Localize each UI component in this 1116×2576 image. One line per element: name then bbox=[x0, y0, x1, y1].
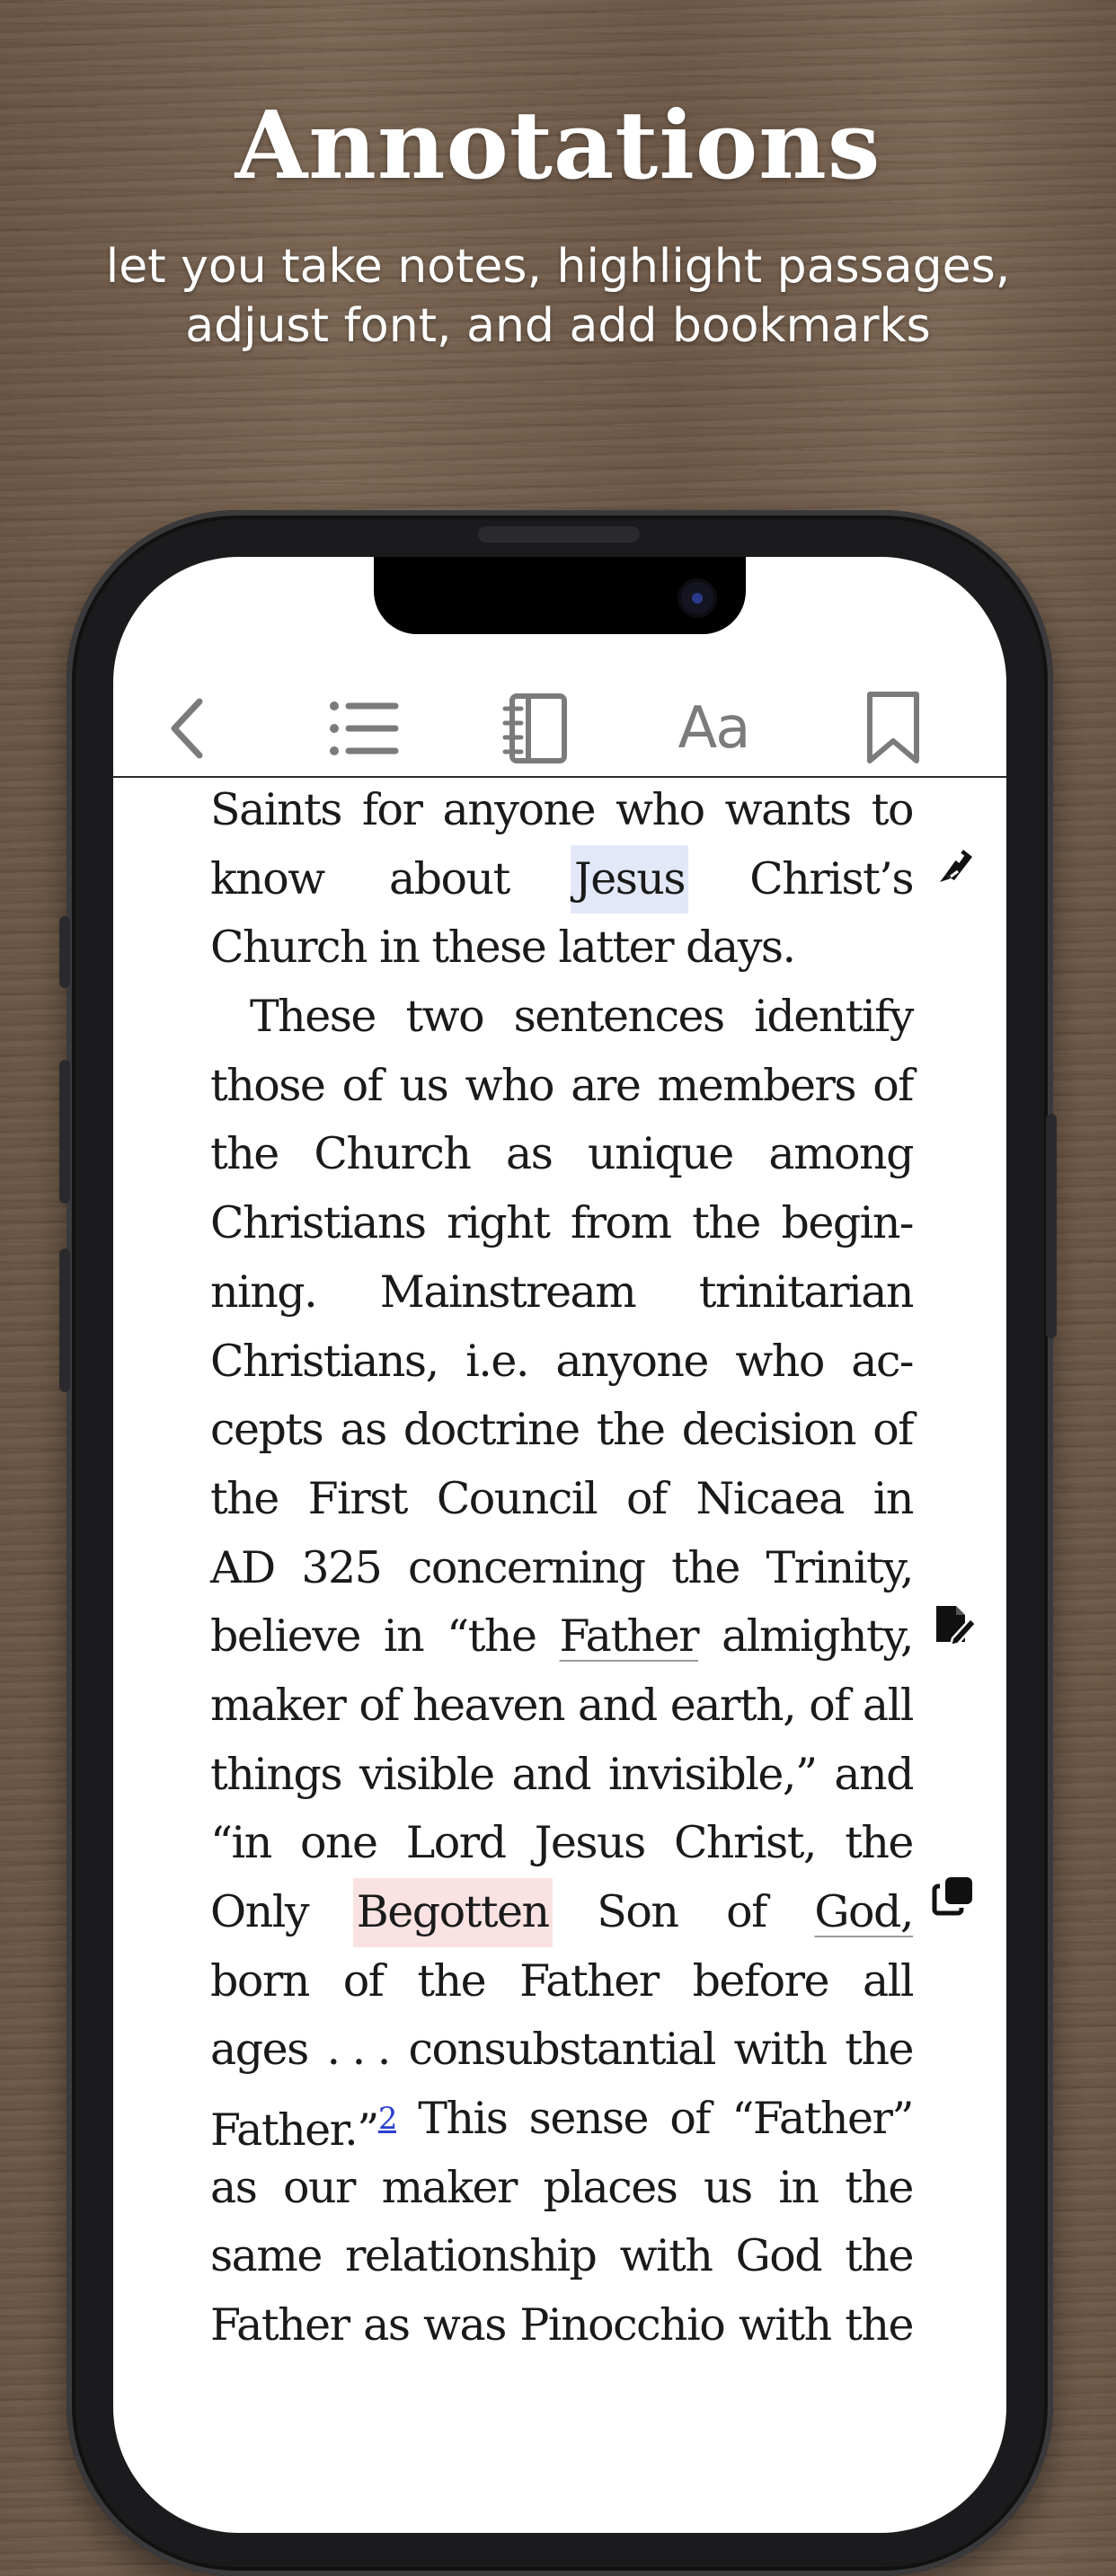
footnote-link[interactable]: 2 bbox=[377, 2101, 396, 2138]
reader-word: all bbox=[862, 1679, 913, 1731]
reader-word: to bbox=[871, 784, 913, 835]
reader-line[interactable] bbox=[210, 1052, 913, 1121]
reader-word: of bbox=[359, 1679, 399, 1731]
reader-word: concerning bbox=[407, 1541, 645, 1593]
reader-word: who bbox=[735, 1335, 824, 1387]
phone-side-button bbox=[59, 916, 70, 988]
reader-line[interactable] bbox=[210, 1534, 913, 1603]
underlined-word[interactable]: God, bbox=[814, 1886, 913, 1937]
reader-line[interactable] bbox=[210, 1672, 913, 1741]
reader-word: the bbox=[417, 1954, 486, 2007]
reader-line[interactable] bbox=[210, 1258, 913, 1328]
reader-word: with bbox=[733, 2024, 827, 2076]
reader-line[interactable] bbox=[210, 2291, 913, 2360]
copy-icon[interactable] bbox=[931, 1874, 976, 1919]
reader-word: . . . bbox=[326, 2024, 390, 2076]
reader-word: This bbox=[418, 2093, 508, 2145]
reader-word: Council bbox=[436, 1472, 598, 1524]
reader-line[interactable] bbox=[210, 1602, 913, 1672]
reader-word: those bbox=[210, 1059, 325, 1111]
chevron-left-icon bbox=[162, 693, 216, 764]
reader-word: from bbox=[570, 1197, 671, 1249]
bookmark-icon bbox=[864, 691, 922, 766]
bookmark-button[interactable] bbox=[848, 688, 938, 769]
reader-word: of bbox=[872, 1059, 913, 1111]
reader-word: Only bbox=[210, 1886, 309, 1937]
reader-word: believe bbox=[210, 1610, 360, 1663]
reader-word: the bbox=[210, 1472, 279, 1524]
reader-word: “in bbox=[210, 1817, 271, 1869]
table-of-contents-button[interactable] bbox=[318, 688, 408, 769]
back-button[interactable] bbox=[144, 688, 234, 769]
reader-word: relationship bbox=[344, 2230, 597, 2282]
reader-word: trinitarian bbox=[698, 1266, 913, 1318]
phone-speaker bbox=[478, 526, 640, 543]
reader-word: “Father” bbox=[731, 2093, 913, 2145]
reader-word: who bbox=[616, 784, 704, 835]
reader-line[interactable] bbox=[210, 1947, 913, 2016]
reader-word: 325 bbox=[301, 1541, 382, 1593]
reader-word: almighty, bbox=[722, 1610, 913, 1663]
reader-word: God bbox=[735, 2230, 822, 2282]
reader-word: visible bbox=[359, 1748, 494, 1800]
reader-word: Christ’s bbox=[749, 852, 913, 904]
reader-word: the bbox=[845, 1817, 913, 1869]
reader-word: two bbox=[405, 991, 484, 1043]
reader-word: ac- bbox=[851, 1335, 913, 1387]
reader-word: one bbox=[299, 1817, 377, 1869]
reader-word: in bbox=[872, 1472, 913, 1524]
phone-power-button bbox=[1046, 1114, 1057, 1338]
reader-word-text: Father.” bbox=[210, 2104, 378, 2157]
reader-word: and bbox=[578, 1679, 657, 1731]
reader-word: who bbox=[465, 1059, 554, 1111]
reader-word: doctrine bbox=[403, 1404, 580, 1456]
reader-text bbox=[210, 776, 913, 2360]
reader-line[interactable] bbox=[210, 2222, 913, 2291]
headline-subtitle bbox=[0, 237, 1116, 356]
reader-word: Pinocchio bbox=[519, 2299, 725, 2351]
reader-word: the bbox=[845, 2161, 913, 2213]
reader-word: born bbox=[210, 1954, 309, 2007]
subtitle-line-1: let you take notes, highlight passages, bbox=[105, 240, 1011, 294]
reader-word: about bbox=[388, 852, 509, 904]
reader-word: the bbox=[692, 1197, 760, 1249]
reader-word: in bbox=[383, 1610, 424, 1663]
reader-word: anyone bbox=[555, 1335, 708, 1387]
reader-word: the bbox=[845, 2230, 913, 2282]
reader-word: as bbox=[210, 2161, 257, 2213]
reader-line[interactable] bbox=[210, 1741, 913, 1810]
reader-word: of bbox=[872, 1404, 913, 1456]
reader-word: are bbox=[571, 1059, 641, 1111]
phone-volume-up-button bbox=[59, 1060, 70, 1204]
highlighted-word[interactable]: Begotten bbox=[353, 1878, 553, 1947]
reader-word: know bbox=[210, 852, 324, 904]
font-settings-button[interactable] bbox=[669, 688, 758, 769]
reader-word bbox=[210, 2085, 396, 2157]
reader-line[interactable] bbox=[210, 2016, 913, 2085]
reader-word: earth, bbox=[669, 1679, 796, 1731]
reader-word: maker bbox=[210, 1679, 346, 1731]
reader-line[interactable] bbox=[210, 2085, 913, 2157]
reader-line[interactable] bbox=[210, 1328, 913, 1397]
reader-word: ning. bbox=[210, 1266, 317, 1318]
reader-word: among bbox=[768, 1128, 913, 1180]
highlighted-word[interactable]: Jesus bbox=[571, 845, 688, 914]
reader-word: Jesus bbox=[534, 1817, 645, 1869]
reader-word: Christ, bbox=[673, 1817, 816, 1869]
reader-line[interactable] bbox=[210, 1809, 913, 1878]
reader-word: as bbox=[340, 1404, 386, 1456]
reader-word: unique bbox=[588, 1128, 733, 1180]
font-settings-label: Aa bbox=[678, 695, 749, 762]
reader-word: us bbox=[703, 2161, 752, 2213]
reader-word: all bbox=[862, 1954, 913, 2007]
phone-volume-down-button bbox=[59, 1248, 70, 1392]
reader-word: was bbox=[423, 2299, 506, 2351]
reader-word: the bbox=[210, 1128, 279, 1180]
reader-line[interactable] bbox=[210, 2154, 913, 2223]
reader-word: wants bbox=[724, 784, 851, 835]
headline-title: Annotations bbox=[235, 90, 881, 200]
reader-word: i.e. bbox=[465, 1335, 528, 1387]
reader-word: the bbox=[596, 1404, 665, 1456]
reader-line[interactable] bbox=[210, 983, 913, 1052]
reader-line[interactable] bbox=[210, 1120, 913, 1189]
reader-word: for bbox=[361, 784, 422, 835]
reader-word: the bbox=[845, 2024, 913, 2076]
reader-word: Saints bbox=[210, 784, 341, 835]
reader-word: of bbox=[626, 1472, 667, 1524]
reader-word: Lord bbox=[405, 1817, 506, 1869]
underlined-word[interactable]: Father bbox=[559, 1610, 699, 1663]
book-view-button[interactable] bbox=[491, 688, 580, 769]
reader-word: Father bbox=[519, 1954, 659, 2007]
reader-word: before bbox=[692, 1954, 828, 2007]
reader-word: and bbox=[511, 1748, 591, 1800]
reader-word: Church in these latter days. bbox=[210, 922, 795, 974]
reader-word: Son bbox=[597, 1886, 678, 1937]
reader-word: Mainstream bbox=[379, 1266, 636, 1318]
reader-word: AD bbox=[210, 1541, 275, 1593]
reader-word: as bbox=[363, 2299, 410, 2351]
reader-line[interactable] bbox=[210, 913, 913, 983]
reader-word: of bbox=[341, 1059, 383, 1111]
reader-word: of bbox=[342, 1954, 384, 2007]
reader-word: same bbox=[210, 2230, 322, 2282]
reader-word: consubstantial bbox=[408, 2024, 715, 2076]
reader-word: Christians, bbox=[210, 1335, 438, 1387]
reader-line[interactable] bbox=[210, 845, 913, 914]
reader-word: decision bbox=[681, 1404, 856, 1456]
reader-word: identify bbox=[754, 991, 913, 1043]
reader-word: of bbox=[669, 2093, 710, 2145]
reader-word: Father bbox=[210, 2299, 350, 2351]
reader-word: invisible,” bbox=[607, 1748, 817, 1800]
reader-word: of bbox=[809, 1679, 849, 1731]
reader-word: us bbox=[399, 1059, 448, 1111]
reader-word: right bbox=[447, 1197, 550, 1249]
reader-word: in bbox=[778, 2161, 819, 2213]
reader-word: cepts bbox=[210, 1404, 323, 1456]
reader-word: with bbox=[619, 2230, 713, 2282]
reader-word: the bbox=[845, 2299, 913, 2351]
reader-word: of bbox=[726, 1886, 766, 1937]
reader-word: with bbox=[738, 2299, 831, 2351]
reader-word: These bbox=[250, 991, 376, 1043]
reader-word: Nicaea bbox=[695, 1472, 844, 1524]
reader-word: Christians bbox=[210, 1197, 426, 1249]
note-icon[interactable] bbox=[931, 1602, 976, 1647]
reader-word: Trinity, bbox=[766, 1541, 913, 1593]
front-camera bbox=[678, 578, 717, 618]
reader-word: Church bbox=[314, 1128, 471, 1180]
reader-word: the bbox=[671, 1541, 740, 1593]
reader-line[interactable] bbox=[210, 776, 913, 845]
reader-word: heaven bbox=[412, 1679, 565, 1731]
reader-word: First bbox=[307, 1472, 407, 1524]
reader-word: and bbox=[834, 1748, 913, 1800]
reader-line[interactable] bbox=[210, 1878, 913, 1947]
phone-notch bbox=[374, 557, 746, 634]
reader-word: ages bbox=[210, 2024, 308, 2076]
reader-word: members bbox=[657, 1059, 856, 1111]
reader-word: anyone bbox=[442, 784, 596, 835]
reader-word: “the bbox=[447, 1610, 536, 1663]
reader-word: maker bbox=[381, 2161, 517, 2213]
reader-word: as bbox=[506, 1128, 553, 1180]
reader-word: begin- bbox=[781, 1197, 913, 1249]
reader-word: places bbox=[543, 2161, 678, 2213]
reader-word: sense bbox=[528, 2093, 649, 2145]
reader-line[interactable] bbox=[210, 1189, 913, 1258]
reader-line[interactable] bbox=[210, 1465, 913, 1534]
list-icon bbox=[327, 697, 399, 760]
reader-word: things bbox=[210, 1748, 341, 1800]
subtitle-line-2: adjust font, and add bookmarks bbox=[185, 299, 931, 353]
reader-word: sentences bbox=[513, 991, 724, 1043]
reader-line[interactable] bbox=[210, 1396, 913, 1465]
phone-screen bbox=[113, 557, 1006, 2533]
reader-toolbar bbox=[113, 679, 1006, 778]
book-icon bbox=[501, 693, 570, 764]
reader-word: our bbox=[282, 2161, 355, 2213]
highlighter-icon[interactable] bbox=[933, 842, 978, 887]
